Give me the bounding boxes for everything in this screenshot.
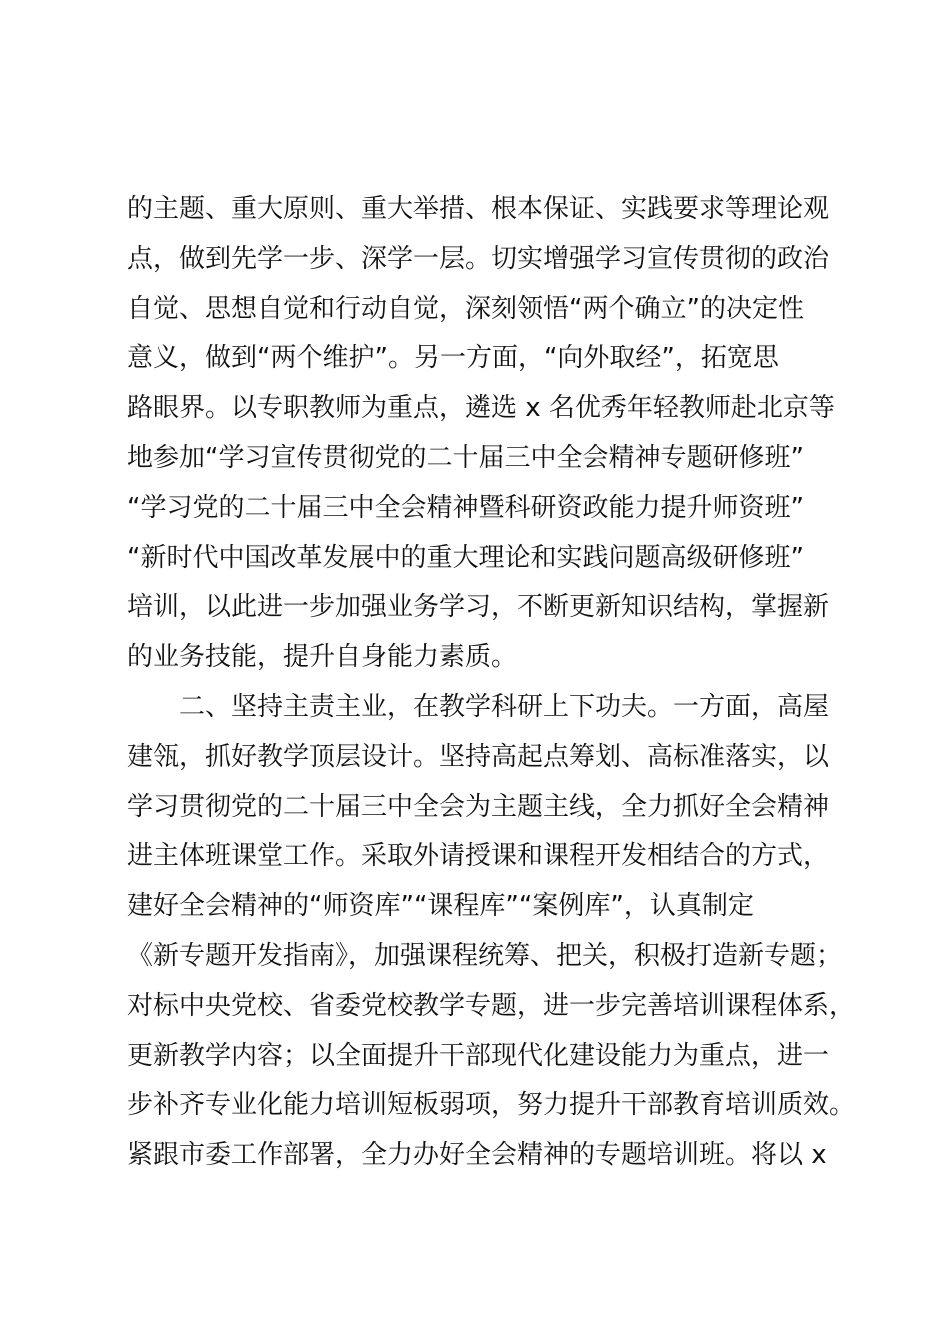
section-heading-line: 二、坚持主责主业，在教学科研上下功夫。一方面，高屋 — [179, 691, 830, 722]
text-line: 学习贯彻党的二十届三中全会为主题主线，全力抓好全会精神 — [127, 791, 830, 822]
body-text — [127, 185, 857, 1181]
text-line: 自觉、思想自觉和行动自觉，深刻领悟“两个确立”的决定性 — [127, 293, 804, 324]
text-line: 步补齐专业化能力培训短板弱项，努力提升干部教育培训质效。 — [127, 1090, 856, 1121]
text-line: 建瓴，抓好教学顶层设计。坚持高起点筹划、高标准落实，以 — [127, 741, 830, 772]
text-line: 路眼界。以专职教师为重点，遴选 x 名优秀年轻教师赴北京等 — [127, 393, 835, 424]
text-line: 意义，做到“两个维护”。另一方面，“向外取经”，拓宽思 — [127, 343, 779, 374]
text-line: 培训，以此进一步加强业务学习，不断更新知识结构，掌握新 — [127, 592, 830, 623]
text-line: 的主题、重大原则、重大举措、根本保证、实践要求等理论观 — [127, 194, 830, 224]
text-line: 的业务技能，提升自身能力素质。 — [127, 642, 518, 673]
text-line: 进主体班课堂工作。采取外请授课和课程开发相结合的方式， — [127, 841, 830, 872]
text-line: 对标中央党校、省委党校教学专题，进一步完善培训课程体系， — [127, 990, 856, 1021]
text-line: “新时代中国改革发展中的重大理论和实践问题高级研修班” — [127, 542, 804, 573]
text-line: “学习党的二十届三中全会精神暨科研资政能力提升师资班” — [127, 492, 804, 523]
text-line: 《新专题开发指南》，加强课程统筹、把关，积极打造新专题； — [127, 940, 843, 971]
text-line: 紧跟市委工作部署，全力办好全会精神的专题培训班。将以 x — [127, 1140, 827, 1171]
text-line: 地参加“学习宣传贯彻党的二十届三中全会精神专题研修班” — [127, 442, 804, 473]
text-line: 更新教学内容；以全面提升干部现代化建设能力为重点，进一 — [127, 1040, 830, 1071]
text-line: 建好全会精神的“师资库”“课程库”“案例库”，认真制定 — [127, 891, 754, 922]
text-line: 点，做到先学一步、深学一层。切实增强学习宣传贯彻的政治 — [127, 243, 830, 274]
